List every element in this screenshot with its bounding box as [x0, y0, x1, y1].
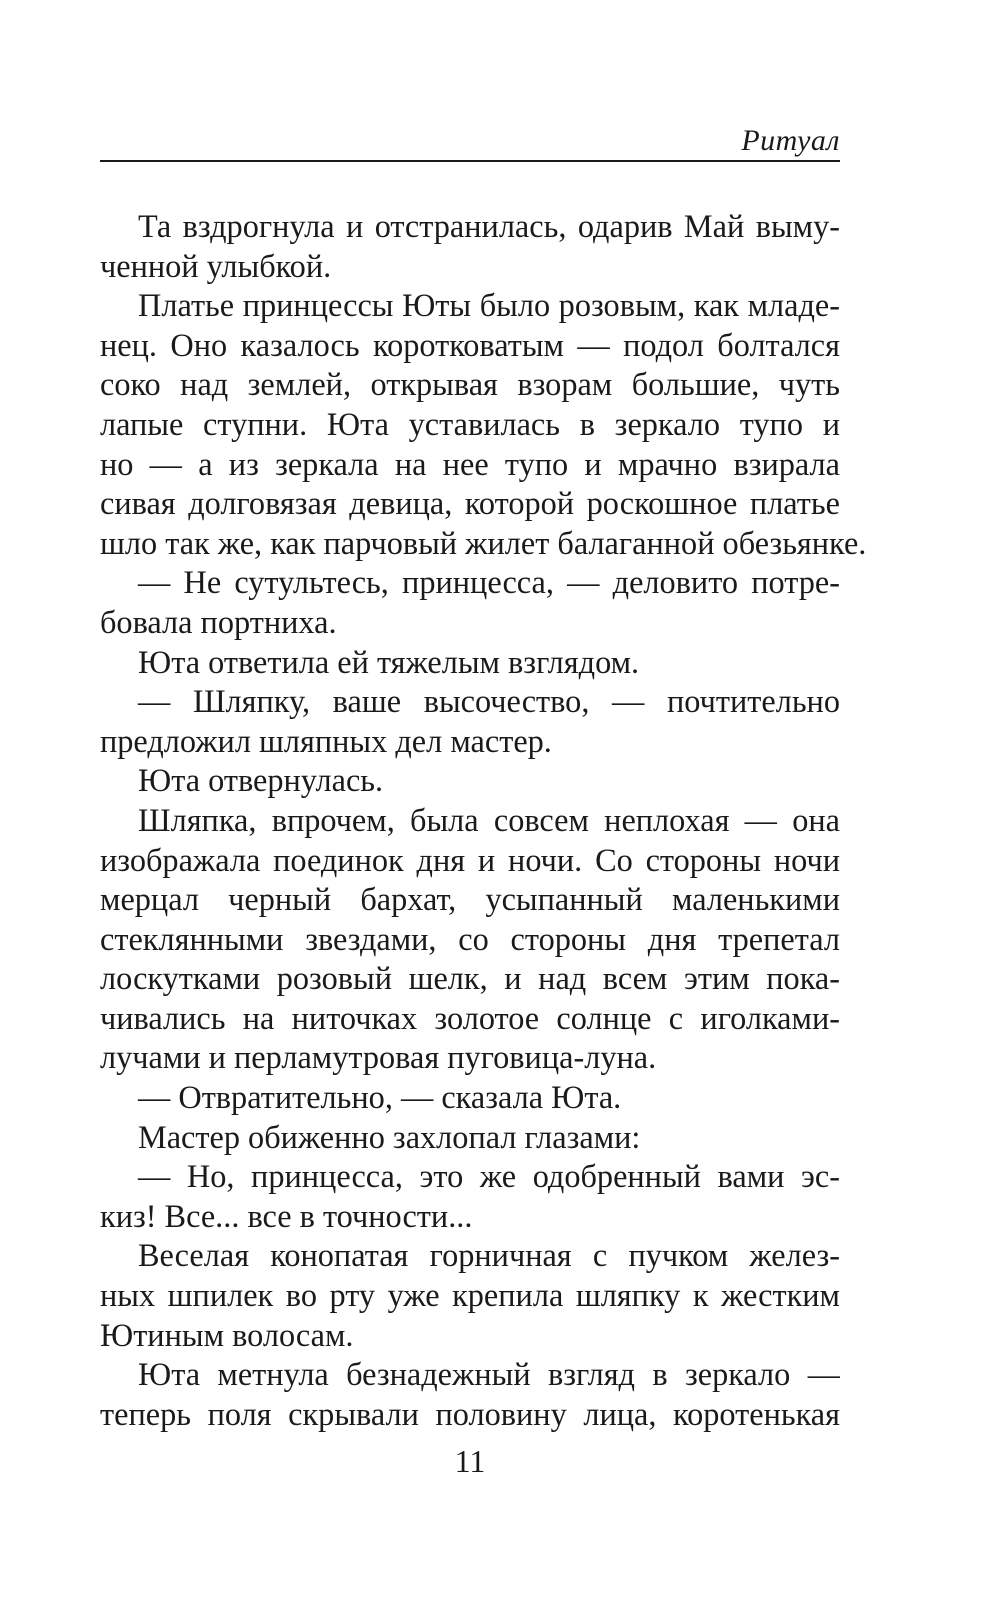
text-line: Шляпка, впрочем, была совсем неплохая — она	[138, 801, 840, 838]
text-line: но — а из зеркала на нее тупо и мрачно взирала	[100, 445, 840, 482]
text-line: нец. Оно казалось коротковатым — подол болтался	[100, 326, 840, 363]
paragraph	[100, 643, 840, 683]
text-line: Юта метнула безнадежный взгляд в зеркало —	[138, 1356, 840, 1393]
text-line: шло так же, как парчовый жилет балаганной обезьянке.	[100, 524, 867, 561]
text-line: чивались на ниточках золотое солнце с иголками-	[100, 999, 840, 1036]
text-line: — Отвратительно, — сказала Юта.	[138, 1079, 622, 1116]
text-line: Ютиным волосам.	[100, 1316, 354, 1353]
text-line: Юта ответила ей тяжелым взглядом.	[138, 643, 640, 680]
paragraph	[100, 1078, 840, 1118]
running-head: Ритуал	[741, 124, 840, 157]
text-line: лапые ступни. Юта уставилась в зеркало тупо и	[100, 405, 840, 442]
paragraph	[100, 761, 840, 801]
text-line: Веселая конопатая горничная с пучком желез-	[138, 1237, 840, 1274]
text-line: ченной улыбкой.	[100, 247, 332, 284]
paragraph	[100, 1157, 840, 1236]
paragraph	[100, 286, 867, 563]
text-line: Платье принцессы Юты было розовым, как младе-	[138, 287, 840, 324]
body-text	[100, 207, 867, 1434]
text-line: Мастер обиженно захлопал глазами:	[138, 1118, 641, 1155]
paragraph	[100, 801, 840, 1078]
text-line: Та вздрогнула и отстранилась, одарив Май выму-	[138, 208, 840, 244]
text-line: изображала поединок дня и ночи. Со стороны ночи	[100, 841, 840, 878]
paragraph	[100, 1236, 840, 1355]
text-line: — Но, принцесса, это же одобренный вами эс-	[138, 1158, 840, 1195]
text-line: предложил шляпных дел мастер.	[100, 722, 552, 759]
text-line: теперь поля скрывали половину лица, коротенькая	[100, 1395, 840, 1432]
text-line: стеклянными звездами, со стороны дня трепетал	[100, 920, 840, 957]
paragraph	[100, 1118, 840, 1158]
text-line: Юта отвернулась.	[138, 762, 384, 799]
page-number: 11	[454, 1443, 486, 1479]
text-line: мерцал черный бархат, усыпанный маленькими	[100, 881, 840, 918]
text-line: — Шляпку, ваше высочество, — почтительно	[138, 683, 840, 720]
text-line: бовала портниха.	[100, 603, 337, 640]
text-line: киз! Все... все в точности...	[100, 1197, 473, 1234]
header-rule	[100, 160, 840, 162]
paragraph	[100, 1355, 840, 1434]
text-line: соко над землей, открывая взорам большие, чуть	[100, 366, 840, 403]
paragraph	[100, 207, 840, 286]
paragraph	[100, 682, 840, 761]
paragraph	[100, 563, 840, 642]
text-line: — Не сутультесь, принцесса, — деловито потре-	[138, 564, 840, 601]
text-line: лучами и перламутровая пуговица-луна.	[100, 1039, 657, 1076]
text-line: лоскутками розовый шелк, и над всем этим пока-	[100, 960, 840, 997]
text-line: сивая долговязая девица, которой роскошное платье	[100, 485, 840, 522]
text-line: ных шпилек во рту уже крепила шляпку к жестким	[100, 1277, 840, 1314]
